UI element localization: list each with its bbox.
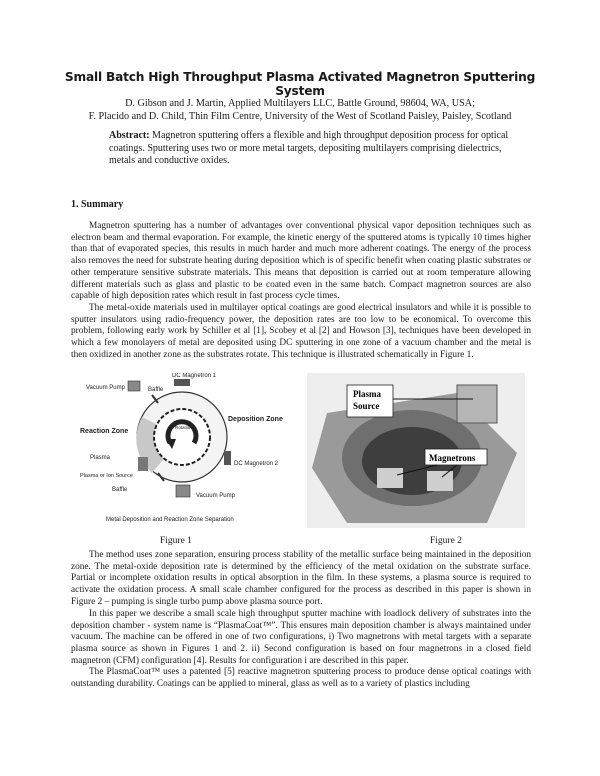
label-vacuum-pump-bottom: Vacuum Pump	[196, 493, 235, 499]
figure-1-caption: Figure 1	[160, 536, 192, 546]
dc-magnetron-2-shape	[224, 451, 231, 465]
label-reaction-zone: Reaction Zone	[80, 428, 129, 435]
label-rotation: Rotation	[175, 425, 192, 430]
author-line-1: D. Gibson and J. Martin, Applied Multilayers LLC, Battle Ground, 98604, WA, USA;	[125, 98, 475, 109]
label-plasma: Plasma	[90, 455, 111, 461]
paragraph: The metal-oxide materials used in multilayer optical coatings are good electrical insulators and while it is possible to sputter insulators using radio-frequency power, the deposition rates are too low to be economical. To overcome this problem, following early work by Schiller et al [1], Scobey et al [2] and Howson [3], techniques have been developed in which a few monolayers of metal are deposited using DC sputtering in one zone of a vacuum chamber and the metal is then oxidized in another zone as the substrates rotate. This technique is illustrated schematically in Figure 1.	[71, 302, 531, 360]
substrate-drum	[154, 409, 210, 465]
dc-magnetron-1-shape	[174, 379, 190, 386]
figure-1-schematic	[72, 373, 287, 533]
vacuum-pump-top-shape	[128, 381, 140, 391]
figure-1-subtitle: Metal Deposition and Reaction Zone Separation	[106, 517, 234, 523]
abstract	[109, 130, 514, 168]
label-vacuum-pump-top: Vacuum Pump	[86, 385, 125, 391]
paragraph: The PlasmaCoat™ uses a patented [5] reactive magnetron sputtering process to produce dense optical coatings with outstanding durability. Coatings can be applied to mineral, glass as well as to a variety of plastics including	[71, 667, 531, 689]
paragraph-plasmacoat-process	[71, 667, 531, 690]
label-magnetrons: Magnetrons	[429, 453, 476, 463]
label-plasma-source-photo: Plasma	[353, 389, 381, 399]
figure-2-caption: Figure 2	[430, 536, 462, 546]
paragraph: The method uses zone separation, ensuring process stability of the metallic surface being maintained in the deposition zone. The metal-oxide deposition rate is determined by the efficiency of the metal oxidation on the substrate surface. Partial or incomplete oxidation results in optical absorption in the film. In these systems, a plasma source is required to activate the oxidation process. A small scale chamber configured for the process as described in this paper is shown in Figure 2 – pumping is single turbo pump above plasma source port.	[71, 550, 531, 607]
label-plasma-source: Plasma or Ion Source	[80, 473, 133, 479]
vacuum-pump-bottom-shape	[176, 485, 190, 497]
paper-title: Small Batch High Throughput Plasma Activated Magnetron Sputtering System	[64, 70, 536, 98]
paragraph: In this paper we describe a small scale high throughput sputter machine with loadlock delivery of substrates into the deposition chamber - system name is “PlasmaCoat™”. This ensures main deposition chamber is always maintained under vacuum. The machine can be offered in one of two configurations, i) Two magnetrons with metal targets with a separate plasma source as shown in Figures 1 and 2. ii) Second configuration is based on four magnetrons in a closed field magnetron (CFM) configuration [4]. Results for configuration i are described in this paper.	[71, 609, 531, 666]
label-baffle-bottom: Baffle	[112, 487, 128, 493]
section-heading: 1. Summary	[71, 199, 124, 210]
author-block	[40, 97, 560, 123]
abstract-text: Magnetron sputtering offers a flexible and high throughput deposition process for optical coatings. Sputtering uses two or more metal targets, depositing multilayers comprising dielectrics, metals and conductive oxides.	[109, 130, 509, 167]
label-plasma-source-photo-2: Source	[353, 401, 380, 411]
turbo-pump	[457, 385, 497, 423]
author-line-2: F. Placido and D. Child, Thin Film Centre, University of the West of Scotland Paisley, Paisley, Scotland	[88, 111, 512, 122]
magnetron-right	[427, 471, 453, 491]
summary-text	[71, 221, 531, 361]
label-baffle-top: Baffle	[148, 387, 164, 393]
paragraph-zone-separation	[71, 550, 531, 609]
plasma-source-shape	[138, 457, 148, 471]
figure-2-photo	[307, 373, 525, 528]
label-dc-magnetron-2: DC Magnetron 2	[234, 461, 279, 467]
magnetron-left	[377, 468, 403, 488]
paragraph: Magnetron sputtering has a number of advantages over conventional physical vapor deposition techniques such as electron beam and thermal evaporation. For example, the kinetic energy of the sputtered atoms is typically 10 times higher than that of evaporated species, this results in much harder and much more adherent coatings. The energy of the process also removes the need for substrate heating during deposition which is of specific benefit when coating plastic substrates or other temperature sensitive substrate materials. This means that deposition is carried out at room temperature allowing different materials such as glass and plastic to be coated even in the same batch. Compact magnetron sources are also capable of high deposition rates which result in fast process cycle times.	[71, 221, 531, 302]
abstract-label: Abstract:	[109, 130, 150, 141]
label-dc-magnetron-1: DC Magnetron 1	[172, 373, 217, 379]
paragraph-plasmacoat-system	[71, 609, 531, 668]
label-deposition-zone: Deposition Zone	[228, 416, 283, 423]
